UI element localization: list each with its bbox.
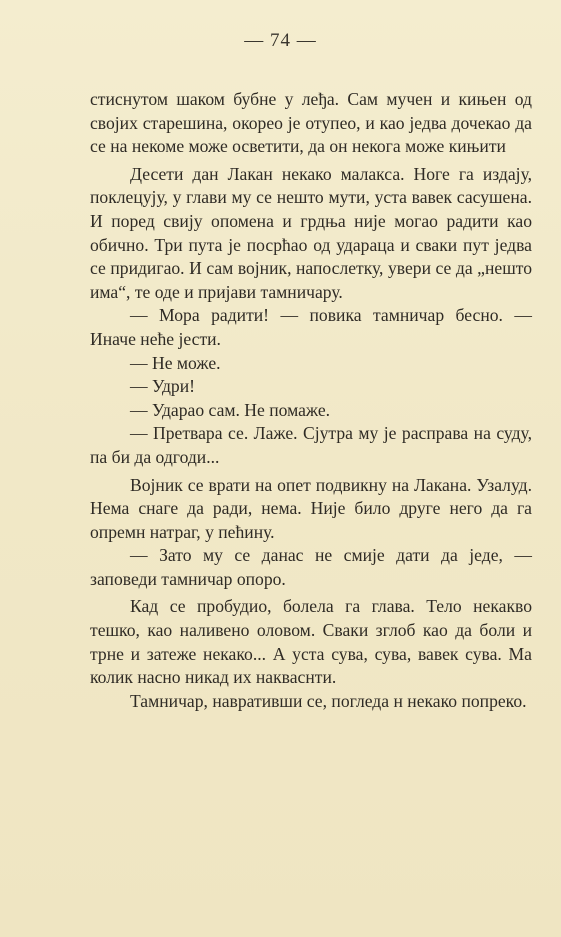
paragraph-continued: стиснутом шаком бубне у леђа. Сам мучен и кињен од својих старешина, окорео је отупео, и као једва дочекао да се на некоме може осветити, да он некога може кињити [90,89,532,157]
body-text [90,88,532,713]
page-number: — 74 — [244,30,317,51]
dialogue-line: — Удри! [130,376,196,397]
paragraph: Тамничар, навративши се, погледа н некако попреко. [130,690,527,711]
dialogue-line: — Не може. [130,352,221,373]
dialogue-line: — Ударао сам. Не помаже. [130,399,331,420]
paragraph: Кад се пробудио, болела га глава. Тело некакво тешко, као наливено оловом. Сваки зглоб као да боли и трне и затеже некако... А уста сува, сува, вавек сува. Ма колик насно никад их накваснти. [90,596,532,688]
dialogue-line: — Мора радити! — повика тамничар бесно. — Иначе неће јести. [90,305,532,349]
paragraph: Десети дан Лакан некако малакса. Ноге га издају, поклецују, у глави му се нешто мути, уста вавек сасушена. И поред свију опомена и грдња није могао радити као обично. Три пута је посрћао од удараца и сваки пут једва се придигао. И сам војник, напослетку, увери се да „нешто има“, те оде и пријави тамничару. [90,163,532,302]
dialogue-line: — Претвара се. Лаже. Сјутра му је расправа на суду, па би да одгоди... [90,423,532,467]
paragraph: Војник се врати на опет подвикну на Лакана. Узалуд. Нема снаге да ради, нема. Није било друге него да га опремн натраг, у пећину. [90,474,532,542]
dialogue-line: — Зато му се данас не смије дати да једе, — заповеди тамничар опоро. [90,545,532,589]
